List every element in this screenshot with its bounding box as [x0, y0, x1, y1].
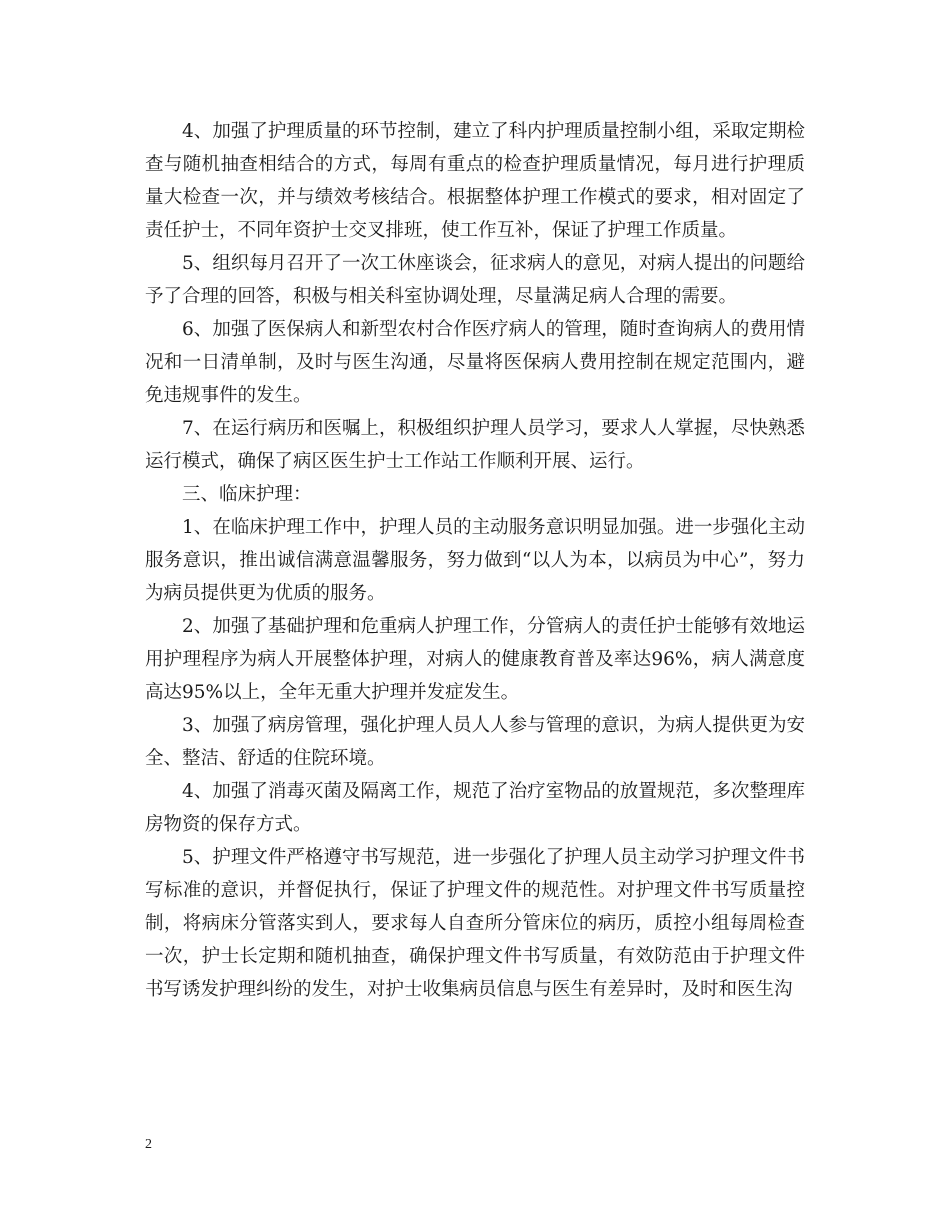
paragraph-insurance-management: 6、加强了医保病人和新型农村合作医疗病人的管理，随时查询病人的费用情况和一日清单制，及时与医生沟通，尽量将医保病人费用控制在规定范围内，避免违规事件的发生。	[145, 319, 805, 406]
paragraph-disinfection: 4、加强了消毒灭菌及隔离工作，规范了治疗室物品的放置规范，多次整理库房物资的保存方式。	[145, 781, 805, 835]
page-number: 2	[145, 1137, 152, 1152]
paragraph-nursing-documents: 5、护理文件严格遵守书写规范，进一步强化了护理人员主动学习护理文件书写标准的意识，并督促执行，保证了护理文件的规范性。对护理文件书写质量控制，将病床分管落实到人，要求每人自查所分管床位的病历，质控小组每周检查一次，护士长定期和随机抽查，确保护理文件书写质量，有效防范由于护理文件书写诱发护理纠纷的发生，对护士收集病员信息与医生有差异时，及时和医生沟	[145, 847, 805, 1000]
section-heading-clinical-nursing: 三、临床护理：	[182, 484, 312, 505]
paragraph-quality-control: 4、加强了护理质量的环节控制，建立了科内护理质量控制小组，采取定期检查与随机抽查相结合的方式，每周有重点的检查护理质量情况，每月进行护理质量大检查一次，并与绩效考核结合。根据整体护理工作模式的要求，相对固定了责任护士，不同年资护士交叉排班，使工作互补，保证了护理工作质量。	[145, 121, 805, 241]
paragraph-ward-management: 3、加强了病房管理，强化护理人员人人参与管理的意识，为病人提供更为安全、整洁、舒适的住院环境。	[145, 715, 805, 769]
paragraph-service-awareness: 1、在临床护理工作中，护理人员的主动服务意识明显加强。进一步强化主动服务意识，推出诚信满意温馨服务，努力做到“以人为本，以病员为中心”，努力为病员提供更为优质的服务。	[145, 517, 805, 604]
paragraph-patient-forum: 5、组织每月召开了一次工休座谈会，征求病人的意见，对病人提出的问题给予了合理的回答，积极与相关科室协调处理，尽量满足病人合理的需要。	[145, 253, 805, 307]
paragraph-medical-records: 7、在运行病历和医嘱上，积极组织护理人员学习，要求人人掌握，尽快熟悉运行模式，确保了病区医生护士工作站工作顺利开展、运行。	[145, 418, 805, 472]
paragraph-basic-nursing: 2、加强了基础护理和危重病人护理工作，分管病人的责任护士能够有效地运用护理程序为病人开展整体护理，对病人的健康教育普及率达96%，病人满意度高达95%以上，全年无重大护理并发症发生。	[145, 616, 805, 703]
document-body	[145, 115, 805, 1006]
